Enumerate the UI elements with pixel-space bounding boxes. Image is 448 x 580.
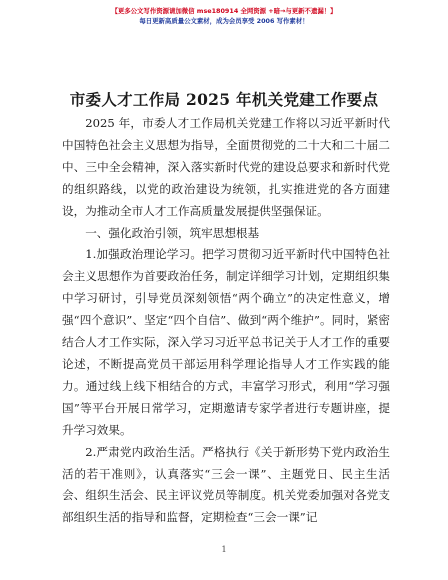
page-number: 1 [221,545,227,554]
paragraph-item-2: 2.严肃党内政治生活。严格执行《关于新形势下党内政治生活的若干准则》，认真落实“三会一课”、主题党日、民主生活会、组织生活会、民主评议党员等制度。机关党委加强对各党支部组织生活的指导和监督，定期检查“三会一课”记 [62,444,390,525]
promo-banner-line-2: 每日更新高质量公文素材，成为会员享受 2006 写作素材！ [139,17,309,25]
document-title: 市委人才工作局 2025 年机关党建工作要点 [69,90,379,109]
section-heading-1: 一、强化政治引领，筑牢思想根基 [85,225,260,240]
paragraph-item-1: 1.加强政治理论学习。把学习贯彻习近平新时代中国特色社会主义思想作为首要政治任务，制定详细学习计划，定期组织集中学习研讨，引导党员深刻领悟“两个确立”的决定性意义，增强“四个意识”、坚定“四个自信”、做到“两个维护”。同时，紧密结合人才工作实际，深入学习习近平总书记关于人才工作的重要论述，不断提高党员干部运用科学理论指导人才工作实践的能力。通过线上线下相结合的方式，丰富学习形式，利用“学习强国”等平台开展日常学习，定期邀请专家学者进行专题讲座，提升学习效果。 [62,247,390,437]
document-body [62,113,390,529]
paragraph-intro: 2025 年，市委人才工作局机关党建工作将以习近平新时代中国特色社会主义思想为指导，全面贯彻党的二十大和二十届二中、三中全会精神，深入落实新时代党的建设总要求和新时代党的组织路线，以党的政治建设为统领，扎实推进党的各方面建设，为推动全市人才工作高质量发展提供坚强保证。 [62,116,390,218]
promo-banner-line-1: 【更多公文写作资源请加微信 mse180914 全网资源 +暗→与更新不遗漏！】 [111,7,337,15]
promo-banner [0,6,448,26]
